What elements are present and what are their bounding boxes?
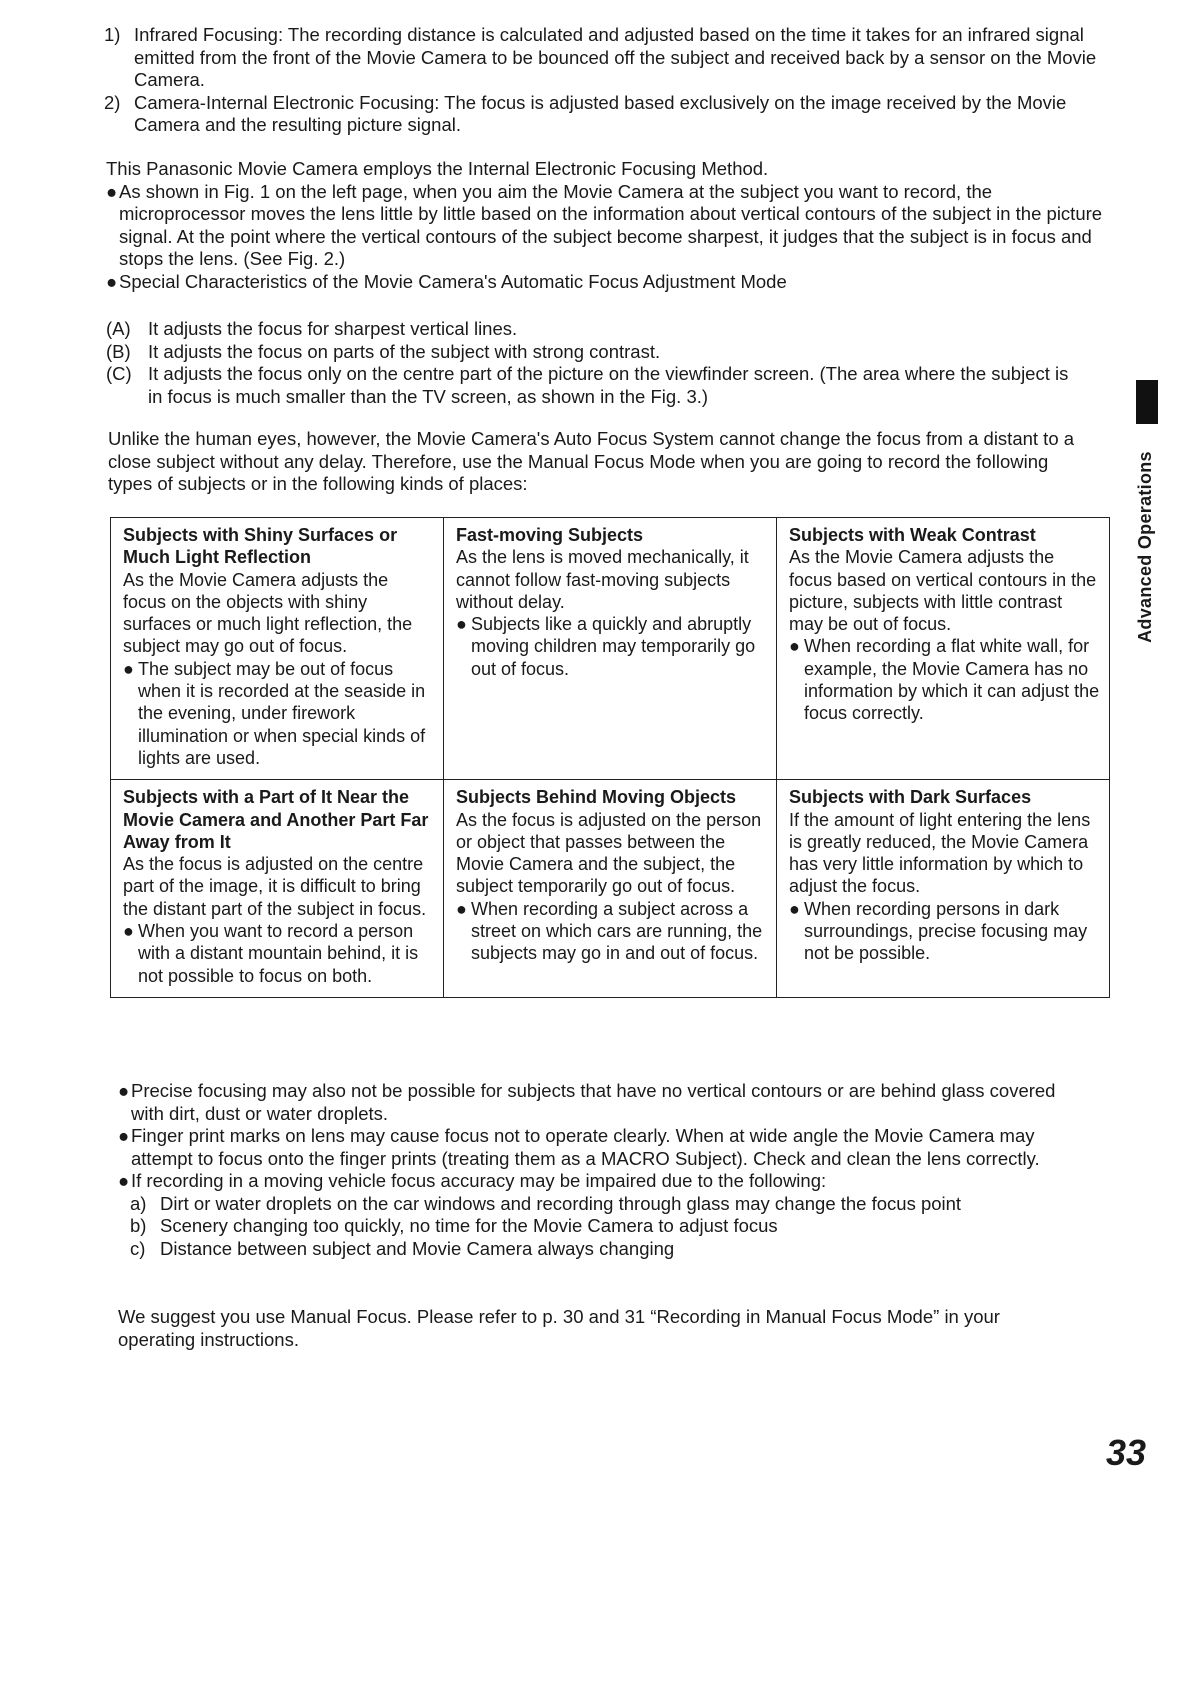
bullet-icon: ● — [123, 921, 134, 942]
item-text: Dirt or water droplets on the car windows and recording through glass may change the focus point — [160, 1192, 962, 1214]
intro-section — [106, 158, 1106, 293]
item-label: b) — [130, 1215, 147, 1236]
vehicle-item — [118, 1215, 1078, 1238]
cell-text: As the focus is adjusted on the person or object that passes between the Movie Camera and the subject, the subject temporarily go out of focus. — [456, 809, 762, 897]
focusing-methods-list — [104, 24, 1100, 137]
page-number: 33 — [1106, 1432, 1147, 1473]
focusing-method-item — [104, 92, 1100, 137]
cell-text: If the amount of light entering the lens is greatly reduced, the Movie Camera has very little information by which to adjust the focus. — [789, 809, 1091, 897]
difficult-subjects-table — [110, 517, 1110, 998]
bullet-icon: ● — [118, 1170, 130, 1191]
item-text: Distance between subject and Movie Camera always changing — [160, 1237, 675, 1259]
cell-bullet: ● Subjects like a quickly and abruptly moving children may temporarily go out of focus. — [456, 614, 756, 679]
item-text: It adjusts the focus on parts of the subject with strong contrast. — [148, 340, 661, 362]
bullet-icon: ● — [118, 1080, 130, 1101]
characteristic-item — [106, 341, 1086, 364]
characteristic-item — [106, 363, 1086, 408]
item-text: Infrared Focusing: The recording distance is calculated and adjusted based on the time it takes for an infrared signal emitted from the front of the Movie Camera to be bounced off the subject and received back by a sensor on the Movie Camera. — [134, 24, 1097, 90]
cell-text: As the focus is adjusted on the centre part of the image, it is difficult to bring the distant part of the subject in focus. — [123, 854, 427, 919]
item-number: 2) — [104, 91, 121, 113]
item-label: (C) — [106, 363, 132, 384]
bullet-icon: ● — [106, 180, 118, 202]
table-cell — [444, 518, 777, 780]
bullet-icon: ● — [456, 898, 467, 919]
cell-text: As the Movie Camera adjusts the focus based on vertical contours in the picture, subjects with little contrast may be out of focus. — [789, 547, 1097, 635]
item-label: (B) — [106, 340, 131, 362]
item-text: Scenery changing too quickly, no time for the Movie Camera to adjust focus — [160, 1215, 778, 1236]
item-label: (A) — [106, 318, 131, 339]
cell-title: Subjects Behind Moving Objects — [456, 787, 737, 808]
bullet-icon: ● — [456, 614, 467, 635]
note-bullet: ● Finger print marks on lens may cause focus not to operate clearly. When at wide angle the Movie Camera may attempt to focus onto the finger prints (treating them as a MACRO Subject). Check and clean the lens correctly. — [118, 1125, 1040, 1169]
cell-bullet: ● When recording persons in dark surroundings, precise focusing may not be possible. — [789, 898, 1088, 964]
unlike-paragraph: Unlike the human eyes, however, the Movie Camera's Auto Focus System cannot change the focus from a distant to a close subject without any delay. Therefore, use the Manual Focus Mode when you are going to record the following types of subjects or in the following kinds of places: — [108, 428, 1075, 494]
notes-section — [118, 1080, 1078, 1260]
focusing-method-item — [104, 24, 1100, 92]
table-row — [111, 780, 1110, 998]
item-text: Camera-Internal Electronic Focusing: The focus is adjusted based exclusively on the image received by the Movie Camera and the resulting picture signal. — [134, 91, 1067, 135]
bullet-icon: ● — [789, 636, 800, 657]
table-cell — [111, 780, 444, 998]
item-label: c) — [130, 1237, 146, 1259]
table-cell — [444, 780, 777, 998]
suggestion-paragraph: We suggest you use Manual Focus. Please refer to p. 30 and 31 “Recording in Manual Focus Mode” in your operating instructions. — [118, 1306, 1000, 1350]
item-label: a) — [130, 1192, 147, 1214]
characteristics-list — [106, 318, 1086, 408]
table-row — [111, 518, 1110, 780]
item-text: It adjusts the focus for sharpest vertical lines. — [148, 318, 518, 339]
table-cell — [777, 518, 1110, 780]
intro-bullet: ● As shown in Fig. 1 on the left page, when you aim the Movie Camera at the subject you want to record, the microprocessor moves the lens little by little based on the information about vertical contours of the subject in the picture signal. At the point where the vertical contours of the subject become sharpest, it judges that the subject is in focus and stops the lens. (See Fig. 2.) — [106, 180, 1103, 269]
vehicle-item — [118, 1238, 1078, 1261]
bullet-icon: ● — [106, 270, 118, 292]
cell-title: Subjects with Shiny Surfaces or Much Light Reflection — [123, 525, 398, 568]
cell-title: Subjects with Weak Contrast — [789, 525, 1036, 545]
intro-bullet: ● Special Characteristics of the Movie Camera's Automatic Focus Adjustment Mode — [106, 270, 787, 292]
cell-bullet: ● When recording a subject across a street on which cars are running, the subjects may go in and out of focus. — [456, 898, 763, 964]
cell-text: As the Movie Camera adjusts the focus on the objects with shiny surfaces or much light reflection, the subject may go out of focus. — [123, 569, 413, 657]
intro-line: This Panasonic Movie Camera employs the Internal Electronic Focusing Method. — [106, 158, 769, 179]
section-side-label: Advanced Operations — [1135, 451, 1155, 643]
table-cell — [111, 518, 444, 780]
cell-text: As the lens is moved mechanically, it cannot follow fast-moving subjects without delay. — [456, 547, 749, 612]
note-bullet: ● Precise focusing may also not be possible for subjects that have no vertical contours or are behind glass covered with dirt, dust or water droplets. — [118, 1080, 1056, 1124]
item-text: It adjusts the focus only on the centre part of the picture on the viewfinder screen. (The area where the subject is in focus is much smaller than the TV screen, as shown in the Fig. 3.) — [148, 363, 1069, 407]
characteristic-item — [106, 318, 1086, 341]
cell-bullet: ● When you want to record a person with a distant mountain behind, it is not possible to focus on both. — [123, 921, 419, 986]
cell-bullet: ● The subject may be out of focus when it is recorded at the seaside in the evening, under firework illumination or when special kinds of lights are used. — [123, 658, 426, 768]
cell-title: Subjects with Dark Surfaces — [789, 787, 1032, 808]
bullet-icon: ● — [123, 658, 134, 679]
section-tab-marker — [1136, 380, 1158, 424]
cell-bullet: ● When recording a flat white wall, for example, the Movie Camera has no information by which it can adjust the focus correctly. — [789, 636, 1100, 724]
cell-title: Fast-moving Subjects — [456, 525, 644, 545]
table-cell — [777, 780, 1110, 998]
bullet-icon: ● — [789, 898, 800, 919]
cell-title: Subjects with a Part of It Near the Movie Camera and Another Part Far Away from It — [123, 787, 429, 852]
note-bullet: ● If recording in a moving vehicle focus accuracy may be impaired due to the following: — [118, 1170, 827, 1191]
item-number: 1) — [104, 24, 121, 45]
vehicle-item — [118, 1193, 1078, 1216]
bullet-icon: ● — [118, 1125, 130, 1146]
